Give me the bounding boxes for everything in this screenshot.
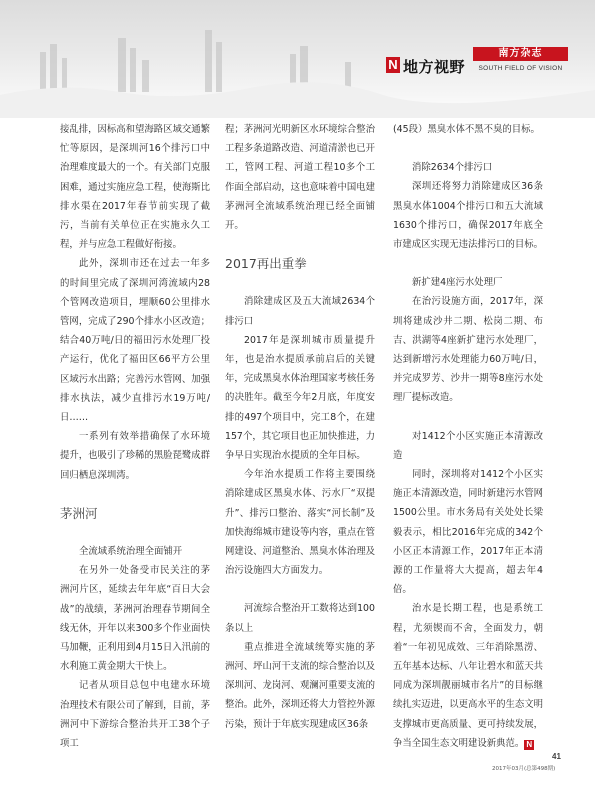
body-paragraph: 重点推进全流域统筹实施的茅洲河、坪山河干支流的综合整治以及深圳河、龙岗河、观澜河重要支流的整治。此外，深圳还将大力管控外源污染，预计于年底实现建成区36条 xyxy=(225,641,376,730)
body-paragraph xyxy=(393,599,543,753)
section-masthead xyxy=(386,47,586,77)
section-heading: 茅洲河 xyxy=(60,505,98,521)
body-paragraph: 程；茅洲河光明新区水环境综合整治工程多条道路改造、河道清淤也已开工，管网工程、河道工程10多个工作面全部启动，这也意味着中国电建茅洲河全流域系统治理已经全面铺开。 xyxy=(225,124,376,232)
paragraph-text: 治水是长期工程，也是系统工程，尤须锲而不舍，全面发力，朝着“一年初见成效、三年消除黑涝、五年基本达标、八年让碧水和蓝天共同成为深圳靓丽城市名片”的目标继续扎实迈进，以更高水平的生态文明支撑城市更高质量、更可持续发展，争当全国生态文明建设新典范。 xyxy=(393,603,544,749)
end-mark-icon: N xyxy=(524,740,534,750)
spacer xyxy=(393,139,543,158)
article-column-1 xyxy=(60,120,210,753)
spacer xyxy=(393,408,543,427)
issue-info: 2017年03月(总第498期) xyxy=(492,766,556,772)
spacer xyxy=(60,485,210,504)
article-column-3 xyxy=(393,120,543,753)
spacer xyxy=(225,235,375,254)
magazine-logo-icon: N xyxy=(386,57,400,73)
spacer xyxy=(60,523,210,542)
section-title: 地方视野 xyxy=(403,58,466,76)
section-subtitle: SOUTH FIELD OF VISION xyxy=(478,65,563,72)
body-paragraph: 在另外一处备受市民关注的茅洲河片区，延续去年年底“百日大会战”的战绩，茅洲河治理春节期间全线无休，开年以来300多个作业面快马加鞭，正利用到4月15日入汛前的水利施工黄金期大干快上。 xyxy=(60,565,210,673)
article-column-2 xyxy=(225,120,375,734)
body-paragraph: 此外，深圳市还在过去一年多的时间里完成了深圳河湾流域内28个管网改造项目，埋顺60公里排水管网，完成了290个排水小区改造；结合40万吨/日的福田污水处理厂投产运行，优化了福田区66平方公里区域污水出路；完善污水管网、加强排水执法，减少直排污水19万吨/日…… xyxy=(60,258,211,424)
page-number: 41 xyxy=(552,752,561,761)
body-paragraph: 2017年是深圳城市质量提升年，也是治水提质承前启后的关键年，完成黑臭水体治理国家考核任务的决胜年。截至今年2月底，年度安排的497个项目中，完工8个，在建157个，其它项目也正加快推进，力争早日实现治水提质的全年目标。 xyxy=(225,334,376,462)
spacer xyxy=(393,254,543,273)
subsection-heading: 全流域系统治理全面铺开 xyxy=(79,546,183,558)
body-paragraph: (45段）黑臭水体不黑不臭的目标。 xyxy=(393,124,540,135)
subsection-heading: 河流综合整治开工数将达到100条以上 xyxy=(225,603,375,634)
magazine-brand: 南方杂志 xyxy=(473,47,568,61)
spacer xyxy=(225,580,375,599)
body-paragraph: 接乱排，因标高和望海路区域交通繁忙等原因，是深圳河16个排污口中治理难度最大的一个。有关部门克服困难，通过实施应急工程，使海斯比排水渠在2017年春节前实现了截污，当前有关单位正在实施永久工程，并与应急工程做好衔接。 xyxy=(60,124,211,251)
subsection-heading: 新扩建4座污水处理厂 xyxy=(412,277,503,289)
body-paragraph: 一系列有效举措确保了水环境提升，也吸引了珍稀的黑脸琵鹭成群回归栖息深圳湾。 xyxy=(60,431,211,481)
section-heading: 2017再出重拳 xyxy=(225,256,307,272)
body-paragraph: 同时，深圳将对1412个小区实施正本清源改造，同时新建污水管网1500公里。市水务局有关处处长梁毅表示，相比2016年完成的342个小区正本清源工作，2017年正本清源的工作量将大大提高，超去年4倍。 xyxy=(393,469,544,596)
body-paragraph: 在治污设施方面，2017年，深圳将建成沙井二期、松岗二期、布吉、洪湖等4座新扩建污水处理厂，达到新增污水处理能力60万吨/日，并完成罗芳、沙井一期等8座污水处理厂提标改造。 xyxy=(393,296,543,404)
spacer xyxy=(225,273,375,292)
body-paragraph: 今年治水提质工作将主要围绕消除建成区黑臭水体、污水厂“双提升”、排污口整治、落实“河长制”及加快海绵城市建设等内容，重点在管网建设、河道整治、黑臭水体治理及治污设施四大方面发力。 xyxy=(225,469,376,577)
subsection-heading: 消除建成区及五大流域2634个排污口 xyxy=(225,296,375,327)
subsection-heading: 消除2634个排污口 xyxy=(412,162,493,174)
body-paragraph: 记者从项目总包中电建水环境治理技术有限公司了解到，目前，茅洲河中下游综合整治共开工38个子项工 xyxy=(60,680,211,750)
subsection-heading: 对1412个小区实施正本清源改造 xyxy=(393,430,543,461)
body-paragraph: 深圳还将努力消除建成区36条黑臭水体1004个排污口和五大流域1630个排污口，确保2017年底全市建成区实现无违法排污口的目标。 xyxy=(393,181,544,251)
